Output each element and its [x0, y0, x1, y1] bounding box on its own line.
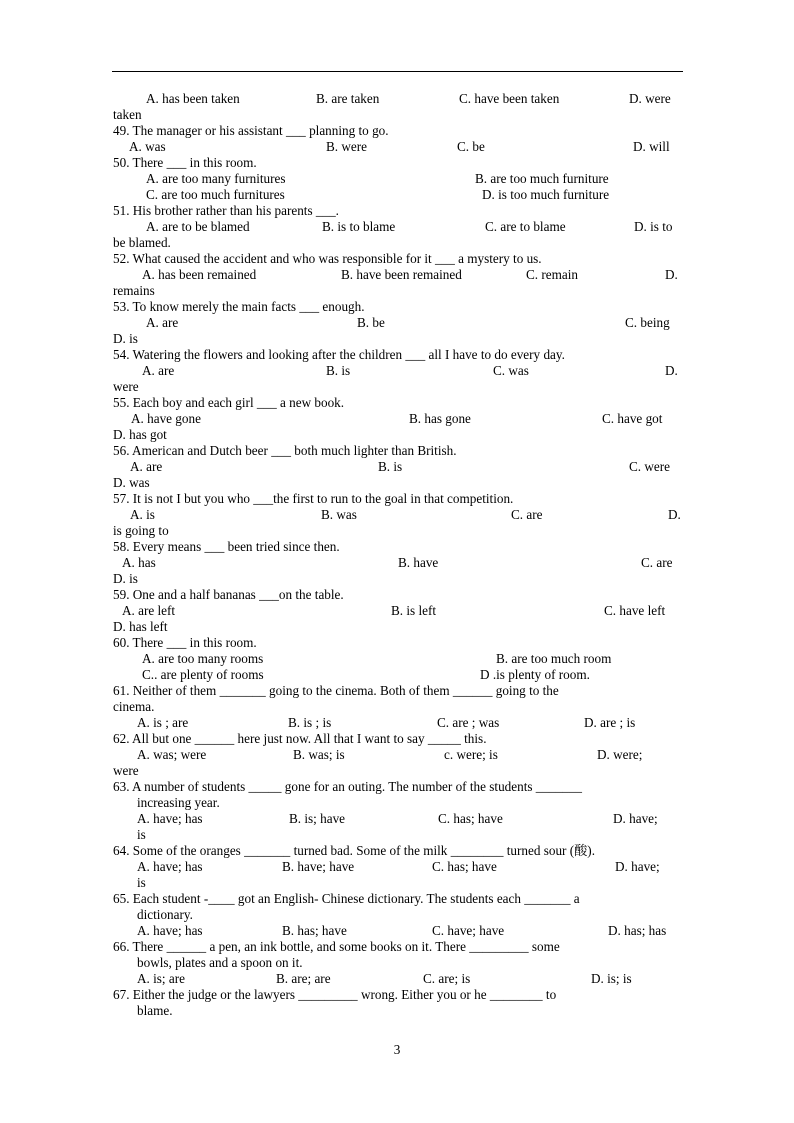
- text-line: B. have been remained: [341, 267, 462, 282]
- text-line: D. were: [629, 91, 671, 106]
- text-line: 62. All but one ______ here just now. All that I want to say _____ this.: [113, 731, 487, 746]
- text-line: A. are: [146, 315, 179, 330]
- text-line: 65. Each student -____ got an English- Chinese dictionary. The students each _______ a: [113, 891, 580, 906]
- text-line: C. have got: [602, 411, 663, 426]
- text-line: taken: [113, 107, 142, 122]
- text-line: D. has; has: [608, 923, 667, 938]
- text-line: D. is to: [634, 219, 673, 234]
- text-line: blame.: [137, 1003, 173, 1018]
- text-line: C. have; have: [432, 923, 505, 938]
- text-line: C. have been taken: [459, 91, 560, 106]
- text-line: C. are too much furnitures: [146, 187, 285, 202]
- text-line: D.: [668, 507, 681, 522]
- text-line: B. are; are: [276, 971, 331, 986]
- text-line: D. is too much furniture: [482, 187, 610, 202]
- text-line: A. have; has: [137, 811, 203, 826]
- text-line: D. have;: [615, 859, 660, 874]
- text-line: A. are: [130, 459, 163, 474]
- text-line: A. are to be blamed: [146, 219, 250, 234]
- text-line: D. will: [633, 139, 670, 154]
- text-line: be blamed.: [113, 235, 171, 250]
- text-line: A. have; has: [137, 859, 203, 874]
- text-line: D. has got: [113, 427, 167, 442]
- text-line: A. is: [130, 507, 155, 522]
- text-line: B. was; is: [293, 747, 345, 762]
- text-line: 50. There ___ in this room.: [113, 155, 257, 170]
- text-line: C. was: [493, 363, 529, 378]
- text-line: c. were; is: [444, 747, 498, 762]
- page-number: 3: [393, 1042, 401, 1057]
- text-line: C. are: [511, 507, 543, 522]
- text-line: D. were;: [597, 747, 643, 762]
- text-line: B. was: [321, 507, 357, 522]
- text-line: D. are ; is: [584, 715, 636, 730]
- text-line: 53. To know merely the main facts ___ enough.: [113, 299, 365, 314]
- text-line: 61. Neither of them _______ going to the cinema. Both of them ______ going to the: [113, 683, 559, 698]
- text-line: B. have: [398, 555, 439, 570]
- header-rule: [112, 71, 683, 72]
- text-line: C. were: [629, 459, 671, 474]
- text-line: B. is ; is: [288, 715, 332, 730]
- text-line: C. being: [625, 315, 670, 330]
- text-line: remains: [113, 283, 155, 298]
- text-line: B. has; have: [282, 923, 347, 938]
- text-line: is: [137, 875, 146, 890]
- text-line: 60. There ___ in this room.: [113, 635, 257, 650]
- text-line: B. are too much furniture: [475, 171, 609, 186]
- text-line: C. are ; was: [437, 715, 500, 730]
- text-line: D. is: [113, 331, 138, 346]
- text-line: B. were: [326, 139, 368, 154]
- text-line: B. have; have: [282, 859, 355, 874]
- text-line: C. are; is: [423, 971, 471, 986]
- text-line: A. are too many furnitures: [146, 171, 286, 186]
- text-line: D. is: [113, 571, 138, 586]
- text-line: D. have;: [613, 811, 658, 826]
- text-line: B. be: [357, 315, 385, 330]
- text-line: dictionary.: [137, 907, 193, 922]
- text-line: 49. The manager or his assistant ___ planning to go.: [113, 123, 389, 138]
- text-line: 51. His brother rather than his parents ___.: [113, 203, 339, 218]
- text-line: A. was: [129, 139, 166, 154]
- text-line: A. is; are: [137, 971, 185, 986]
- text-line: A. has: [122, 555, 156, 570]
- text-line: A. have; has: [137, 923, 203, 938]
- text-line: C. be: [457, 139, 485, 154]
- text-line: A. are too many rooms: [142, 651, 264, 666]
- text-line: A. was; were: [137, 747, 207, 762]
- text-line: D. was: [113, 475, 150, 490]
- text-line: D .is plenty of room.: [480, 667, 590, 682]
- text-line: A. has been taken: [146, 91, 240, 106]
- text-line: B. has gone: [409, 411, 471, 426]
- text-line: B. is: [378, 459, 403, 474]
- text-line: 54. Watering the flowers and looking after the children ___ all I have to do every day.: [113, 347, 565, 362]
- text-line: D.: [665, 363, 678, 378]
- text-line: 55. Each boy and each girl ___ a new book.: [113, 395, 345, 410]
- text-line: A. has been remained: [142, 267, 257, 282]
- text-line: 66. There ______ a pen, an ink bottle, and some books on it. There _________ some: [113, 939, 560, 954]
- text-line: 63. A number of students _____ gone for an outing. The number of the students _______: [113, 779, 582, 794]
- text-line: C.. are plenty of rooms: [142, 667, 264, 682]
- text-line: increasing year.: [137, 795, 220, 810]
- text-line: A. is ; are: [137, 715, 189, 730]
- text-line: A. have gone: [131, 411, 201, 426]
- text-line: B. is; have: [289, 811, 346, 826]
- text-line: 58. Every means ___ been tried since then.: [113, 539, 340, 554]
- text-line: is going to: [113, 523, 169, 538]
- text-line: is: [137, 827, 146, 842]
- text-line: B. are too much room: [496, 651, 612, 666]
- text-line: 56. American and Dutch beer ___ both much lighter than British.: [113, 443, 457, 458]
- text-line: B. are taken: [316, 91, 380, 106]
- text-line: 59. One and a half bananas ___on the table.: [113, 587, 344, 602]
- text-line: cinema.: [113, 699, 155, 714]
- text-line: 64. Some of the oranges _______ turned bad. Some of the milk ________ turned sour (酸).: [113, 843, 596, 858]
- text-line: C. are to blame: [485, 219, 566, 234]
- text-line: 67. Either the judge or the lawyers _________ wrong. Either you or he ________ to: [113, 987, 557, 1002]
- text-line: C. has; have: [438, 811, 503, 826]
- text-line: were: [113, 379, 139, 394]
- text-line: B. is left: [391, 603, 437, 618]
- text-line: C. has; have: [432, 859, 497, 874]
- text-line: C. have left: [604, 603, 666, 618]
- text-line: B. is to blame: [322, 219, 396, 234]
- text-line: 52. What caused the accident and who was responsible for it ___ a mystery to us.: [113, 251, 542, 266]
- text-line: bowls, plates and a spoon on it.: [137, 955, 303, 970]
- text-line: C. remain: [526, 267, 579, 282]
- text-line: A. are: [142, 363, 175, 378]
- text-line: D. is; is: [591, 971, 632, 986]
- text-line: A. are left: [122, 603, 176, 618]
- text-line: were: [113, 763, 139, 778]
- text-line: C. are: [641, 555, 673, 570]
- text-line: B. is: [326, 363, 351, 378]
- text-line: D. has left: [113, 619, 168, 634]
- text-line: D.: [665, 267, 678, 282]
- text-line: 57. It is not I but you who ___the first to run to the goal in that competition.: [113, 491, 514, 506]
